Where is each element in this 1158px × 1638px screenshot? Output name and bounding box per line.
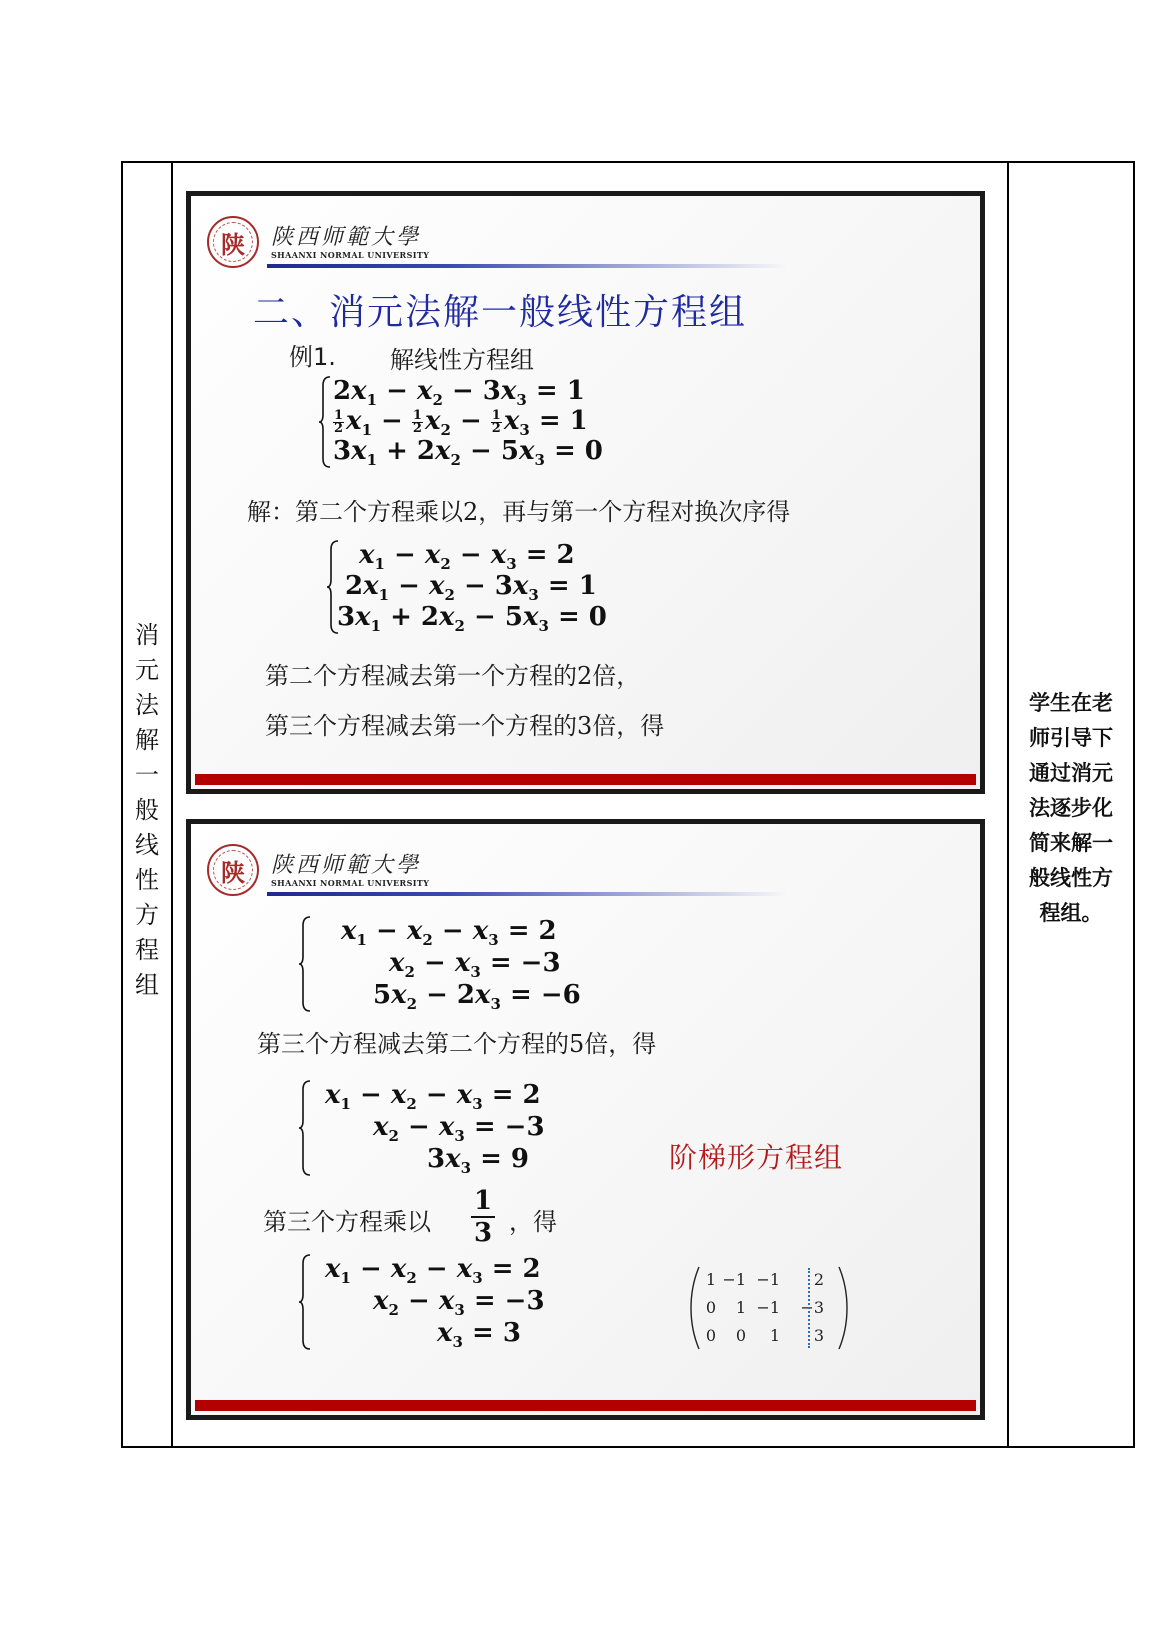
equation-row: $x_3 = 3$ — [437, 1318, 521, 1351]
equation-system-2 — [327, 540, 627, 634]
university-logo — [207, 844, 467, 900]
example-text: 解线性方程组 — [390, 346, 534, 374]
slide-1 — [186, 191, 985, 794]
matrix-cell: −1 — [722, 1270, 746, 1289]
seal-char: 陕 — [221, 857, 245, 887]
university-name-en: SHAANXI NORMAL UNIVERSITY — [271, 878, 430, 888]
matrix-cell: 0 — [705, 1326, 716, 1345]
note-line: 通过消元 — [1029, 761, 1113, 785]
equation-row: $x_1 - x_2 - x_3 = 2$ — [325, 1080, 541, 1113]
step-text-4b: ，得 — [509, 1208, 557, 1236]
equation-row: $\frac{1}{2}$ $x_1$ − $\frac{1}{2}$ $x_2$ − $\frac{1}{2}$ $x_3 = 1$ — [334, 406, 588, 439]
step-text-2: 第三个方程减去第一个方程的3倍，得 — [265, 712, 665, 740]
equation-row: $x_1 - x_2 - x_3 = 2$ — [341, 916, 557, 949]
matrix-cell: 0 — [705, 1298, 716, 1317]
equation-row: $2x_1 - x_2 - 3x_3 = 1$ — [333, 376, 585, 409]
matrix-cell: 2 — [813, 1270, 824, 1289]
matrix-cell: −1 — [756, 1298, 780, 1317]
matrix-cell: −1 — [756, 1270, 780, 1289]
matrix-grid — [702, 1266, 836, 1350]
equation-row: $x_2 - x_3 = -3$ — [373, 1112, 545, 1145]
equation-row: $3x_3 = 9$ — [427, 1144, 530, 1177]
slide-title: 二、消元法解一般线性方程组 — [253, 292, 748, 333]
title-char: 法 — [135, 691, 159, 719]
right-column — [1007, 163, 1133, 1446]
equation-row: $x_1 - x_2 - x_3 = 2$ — [359, 540, 575, 573]
matrix-cell: −3 — [800, 1298, 824, 1317]
note-line: 学生在老 — [1029, 691, 1113, 715]
note-line: 师引导下 — [1029, 726, 1113, 750]
matrix-cell: 1 — [735, 1298, 746, 1317]
matrix-cell: 1 — [769, 1326, 780, 1345]
title-char: 解 — [135, 726, 159, 754]
right-paren-icon — [838, 1266, 848, 1350]
left-brace-icon — [319, 376, 329, 468]
equation-row: $2x_1 - x_2 - 3x_3 = 1$ — [345, 571, 597, 604]
title-char: 般 — [135, 796, 159, 824]
fraction-one-third — [471, 1186, 495, 1248]
title-char: 组 — [135, 971, 159, 999]
fraction-denominator: 3 — [473, 1218, 493, 1248]
student-activity-note — [1017, 686, 1125, 931]
equation-system-1 — [319, 376, 619, 468]
matrix-cell: 1 — [705, 1270, 716, 1289]
slide-2 — [186, 819, 985, 1420]
note-line: 程组。 — [1039, 901, 1103, 925]
equation-system-3 — [299, 916, 599, 1012]
equation-system-4 — [299, 1080, 599, 1176]
augmented-matrix — [690, 1266, 850, 1350]
left-column — [123, 163, 173, 1446]
step-text-4a: 第三个方程乘以 — [263, 1208, 431, 1236]
step-text-1: 第二个方程减去第一个方程的2倍， — [265, 662, 641, 690]
echelon-form-label: 阶梯形方程组 — [669, 1141, 844, 1174]
university-seal-icon — [207, 216, 259, 268]
equation-row: $x_1 - x_2 - x_3 = 2$ — [325, 1254, 541, 1287]
fraction-numerator: 1 — [471, 1186, 495, 1218]
header-underline — [267, 264, 787, 268]
university-seal-icon — [207, 844, 259, 896]
matrix-cell: 3 — [813, 1326, 824, 1345]
equation-row: $5x_2 - 2x_3 = -6$ — [373, 980, 581, 1013]
note-line: 法逐步化 — [1029, 796, 1113, 820]
title-char: 消 — [135, 621, 159, 649]
note-line: 般线性方 — [1029, 866, 1113, 890]
equation-system-5 — [299, 1254, 599, 1350]
university-name-cn: 陕西师範大學 — [271, 853, 422, 878]
example-label: 例1. — [289, 343, 336, 371]
title-char: 线 — [135, 831, 159, 859]
header-underline — [267, 892, 787, 896]
note-line: 简来解一 — [1029, 831, 1113, 855]
title-char: 方 — [135, 901, 159, 929]
slide-footer-bar — [195, 1400, 976, 1411]
step-text-3: 第三个方程减去第二个方程的5倍，得 — [257, 1030, 657, 1058]
left-brace-icon — [327, 540, 337, 634]
matrix-cell: 0 — [735, 1326, 746, 1345]
left-brace-icon — [299, 1080, 309, 1176]
university-name-en: SHAANXI NORMAL UNIVERSITY — [271, 250, 430, 260]
equation-row: $3x_1 + 2x_2 - 5x_3 = 0$ — [337, 602, 607, 635]
equation-row: $x_2 - x_3 = -3$ — [373, 1286, 545, 1319]
title-char: 元 — [135, 656, 159, 684]
solution-text: 解：第二个方程乘以2，再与第一个方程对换次序得 — [247, 498, 791, 526]
university-name-cn: 陕西师範大學 — [271, 225, 422, 250]
title-char: 性 — [135, 866, 159, 894]
title-char: 程 — [135, 936, 159, 964]
title-char: 一 — [135, 761, 159, 789]
left-brace-icon — [299, 1254, 309, 1350]
equation-row: $3x_1 + 2x_2 - 5x_3 = 0$ — [333, 436, 603, 469]
vertical-section-title — [123, 618, 171, 1003]
seal-char: 陕 — [221, 229, 245, 259]
university-logo — [207, 216, 467, 272]
equation-row: $x_2 - x_3 = -3$ — [389, 948, 561, 981]
left-brace-icon — [299, 916, 309, 1012]
augment-separator — [808, 1268, 810, 1348]
slide-footer-bar — [195, 774, 976, 785]
